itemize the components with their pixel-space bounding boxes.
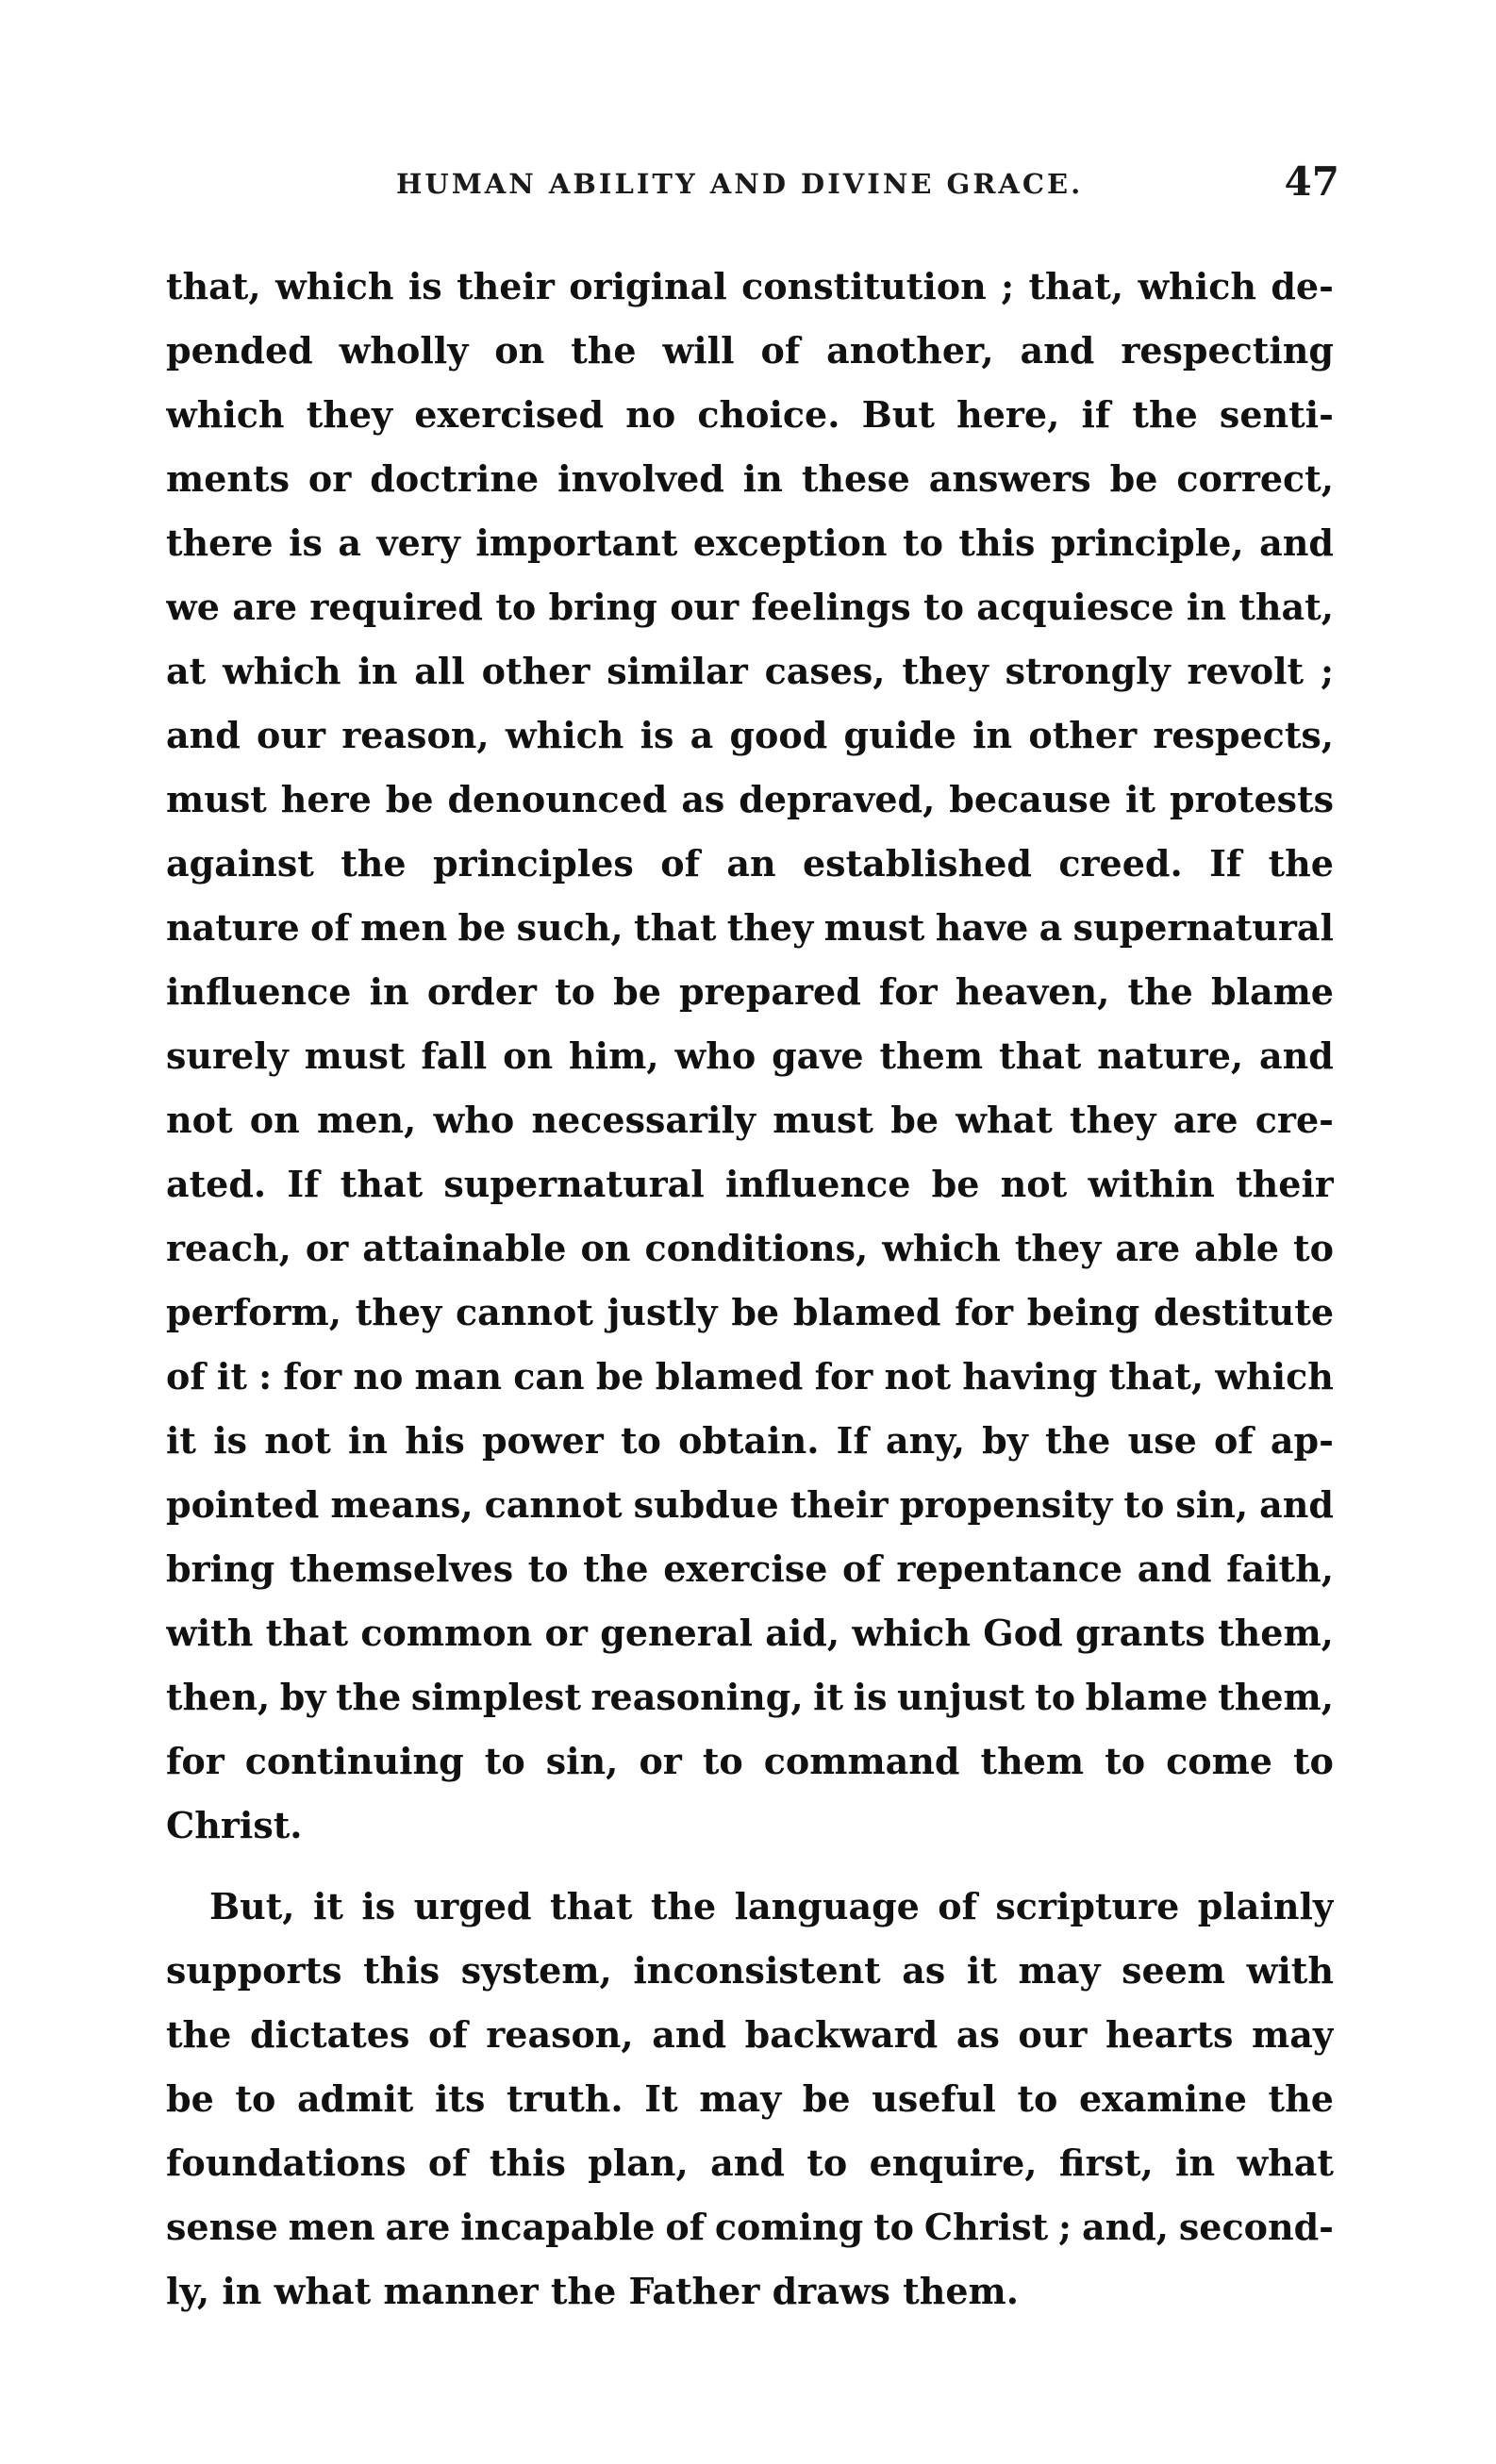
text-line: bring themselves to the exercise of repentance and faith, — [166, 1547, 1334, 1590]
text-line: that, which is their original constitution ; that, which de- — [166, 265, 1334, 307]
text-line: must here be denounced as depraved, because it protests — [166, 778, 1334, 820]
text-line: of it : for no man can be blamed for not having that, which — [166, 1355, 1334, 1397]
text-line: which they exercised no choice. But here, if the senti- — [166, 393, 1334, 436]
text-line: influence in order to be prepared for heaven, the blame — [166, 970, 1334, 1013]
text-line: be to admit its truth. It may be useful to examine the — [166, 2077, 1334, 2120]
text-line: ated. If that supernatural influence be not within their — [166, 1163, 1334, 1205]
text-line: Christ. — [166, 1804, 303, 1846]
text-line: for continuing to sin, or to command them to come to — [166, 1740, 1334, 1782]
text-line: we are required to bring our feelings to acquiesce in that, — [166, 586, 1334, 628]
text-line: not on men, who necessarily must be what they are cre- — [166, 1099, 1334, 1141]
body-text — [166, 255, 1334, 2323]
text-line: perform, they cannot justly be blamed for being destitute — [166, 1291, 1334, 1333]
paragraph-gap — [166, 1858, 1334, 1875]
text-line: it is not in his power to obtain. If any, by the use of ap- — [166, 1419, 1334, 1462]
text-line: the dictates of reason, and backward as our hearts may — [166, 2013, 1334, 2056]
text-line: supports this system, inconsistent as it may seem with — [166, 1949, 1334, 1992]
text-line: surely must fall on him, who gave them that nature, and — [166, 1034, 1334, 1077]
text-line: against the principles of an established creed. If the — [166, 842, 1334, 885]
text-line: and our reason, which is a good guide in other respects, — [166, 714, 1334, 756]
text-line: at which in all other similar cases, they strongly revolt ; — [166, 650, 1334, 692]
text-line: ments or doctrine involved in these answers be correct, — [166, 457, 1334, 500]
text-line: then, by the simplest reasoning, it is unjust to blame them, — [166, 1676, 1334, 1718]
text-line: pended wholly on the will of another, and respecting — [166, 329, 1334, 372]
text-line: reach, or attainable on conditions, which they are able to — [166, 1227, 1334, 1269]
text-line: ly, in what manner the Father draws them. — [166, 2270, 1019, 2312]
text-line: But, it is urged that the language of scripture plainly — [209, 1885, 1334, 1927]
paragraph-1 — [166, 255, 1334, 1858]
text-line: pointed means, cannot subdue their propensity to sin, and — [166, 1483, 1334, 1526]
running-title: HUMAN ABILITY AND DIVINE GRACE. — [396, 168, 1084, 200]
running-head — [396, 158, 1339, 215]
text-line: with that common or general aid, which God grants them, — [166, 1612, 1334, 1654]
paragraph-2 — [166, 1875, 1334, 2323]
text-line: there is a very important exception to this principle, and — [166, 521, 1334, 564]
text-line: sense men are incapable of coming to Christ ; and, second- — [166, 2206, 1334, 2248]
page-number: 47 — [1284, 158, 1339, 205]
text-line: nature of men be such, that they must have a supernatural — [166, 906, 1334, 949]
text-line: foundations of this plan, and to enquire, first, in what — [166, 2142, 1334, 2184]
